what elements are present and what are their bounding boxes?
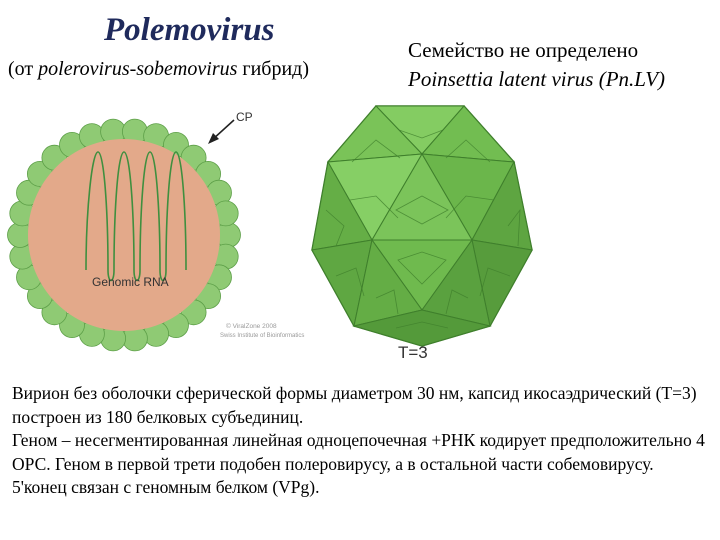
credit-line-2: Swiss Institute of Bioinformatics [220,333,305,339]
subtitle-suffix: гибрид) [237,58,310,80]
page-title: Polemovirus [104,12,275,48]
subtitle-prefix: (от [8,58,39,80]
species-line: Poinsettia latent virus (Pn.LV) [408,67,666,91]
virion-schematic [14,100,305,350]
subtitle-hybrid-names: polerovirus-sobemovirus [38,58,238,80]
description-text [12,382,712,500]
icosahedral-capsid [306,100,538,350]
virion-core [28,139,220,331]
genus-origin-subtitle [8,58,309,81]
family-line: Семейство не определено [408,38,639,62]
triangulation-label: T=3 [398,343,428,362]
genomic-rna-label: Genomic RNA [92,275,169,289]
description-paragraph-2: Геном – несегментированная линейная одноцепочечная +РНК кодирует предположительно 4 ОРС. Геном в первой трети подобен полеровирусу, а в остальной части собемовирусу. 5'конец связан с геномным белком (VPg). [12,430,705,497]
description-paragraph-1: Вирион без оболочки сферической формы диаметром 30 нм, капсид икосаэдрический (T=3) построен из 180 белковых субъединиц. [12,383,697,427]
cp-label: CP [236,110,253,124]
credit-line-1: © ViralZone 2008 [226,323,277,330]
